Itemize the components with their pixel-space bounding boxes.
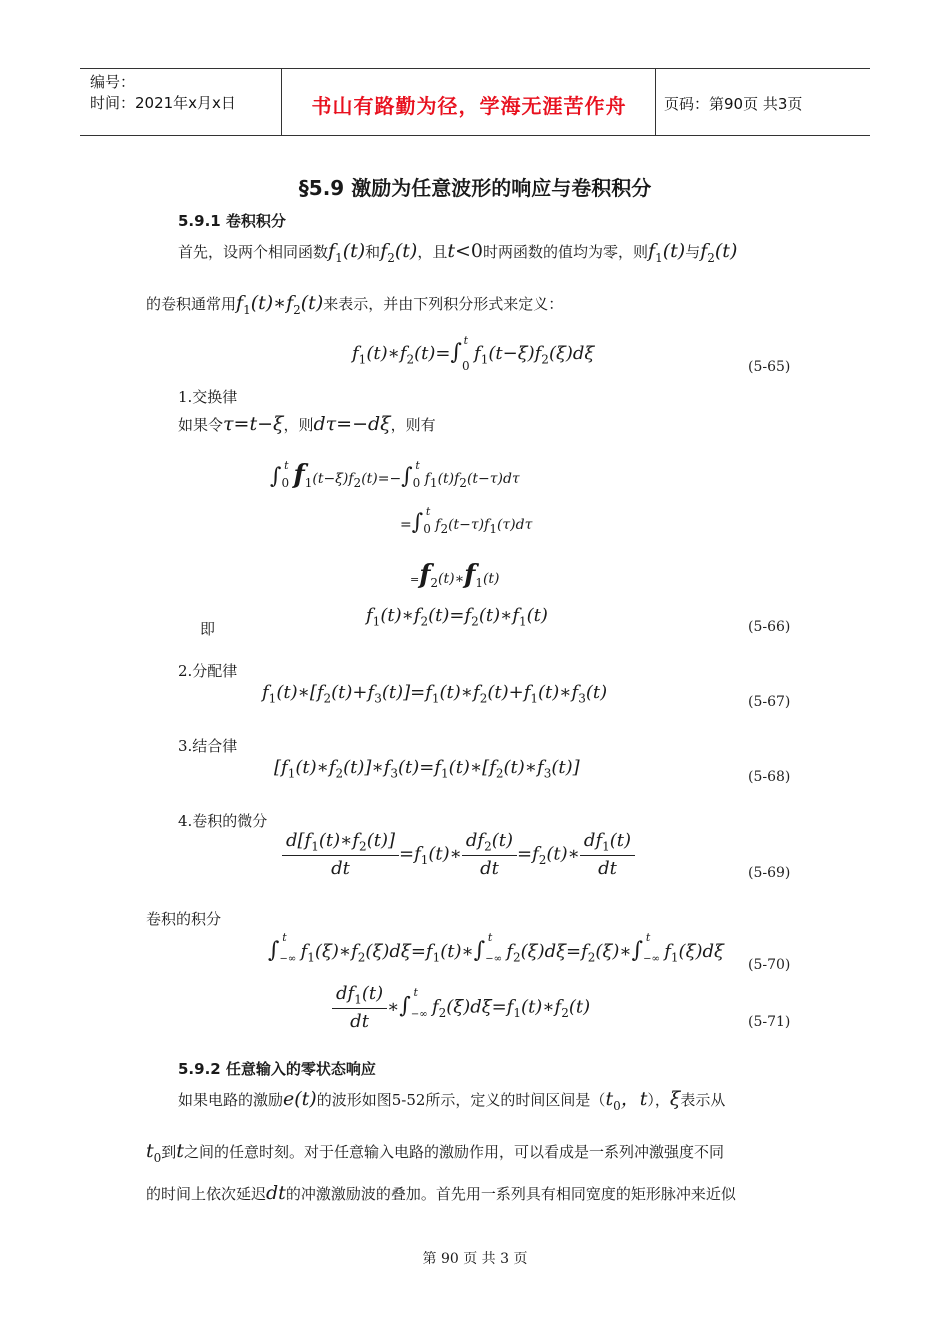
equation-commutative-step2: $=\int_0^tf_2(t-\tau)f_1(\tau)d\tau$ (400, 505, 533, 536)
text: 之间的任意时刻。对于任意输入电路的激励作用，可以看成是一系列冲激强度不同 (183, 1143, 724, 1161)
equation-5-69: $\frac{d[f_1(t)∗f_2(t)]}{dt}$ $=f_1(t)∗$ $\frac{df_2(t)}{dt}$ $=f_2(t)∗$ $\frac{df_1(t)}{dt}$ (282, 830, 635, 879)
equation-5-68: $[f_1(t)∗f_2(t)]∗f_3(t)=f_1(t)∗[f_2(t)∗f_3(t)]$ (274, 757, 580, 781)
fraction-df2: $\frac{df_2(t)}{dt}$ (462, 830, 517, 879)
law-commutative: 1.交换律 (178, 388, 238, 406)
text: ，则 (283, 416, 314, 434)
formula-t0: $t_0$ (146, 1140, 162, 1165)
header-divider-1 (281, 68, 282, 136)
text: 的时间上依次延迟 (146, 1185, 267, 1203)
formula-f1t-b: $f_1(t)$ (648, 240, 686, 265)
formula-f2t-b: $f_2(t)$ (700, 240, 738, 265)
formula-t-less-zero: t (447, 240, 455, 262)
formula-dt: dt (266, 1182, 286, 1204)
law-associative: 3.结合律 (178, 737, 238, 755)
equation-5-71: $\frac{df_1(t)}{dt}$ $∗\int_{-\infty}^tf_2(\xi)d\xi=f_1(t)∗f_2(t)$ (332, 983, 590, 1032)
text: 来表示，并由下列积分形式来定义： (323, 295, 564, 313)
equation-5-65: $f_1(t)∗f_2(t)=\int_0^tf_1(t-\xi)f_2(\xi)d\xi$ (352, 334, 595, 373)
header-meta (90, 72, 236, 114)
number-label: 编号： (90, 73, 136, 91)
header-divider-2 (655, 68, 656, 136)
header-top-border (80, 68, 870, 69)
text: 和 (365, 243, 381, 261)
text: ，则有 (390, 416, 436, 434)
equation-number-5-71: (5-71) (748, 1014, 791, 1030)
formula-et: e(t) (283, 1088, 317, 1110)
equation-5-66: $f_1(t)∗f_2(t)=f_2(t)∗f_1(t)$ (366, 605, 548, 629)
equation-number-5-65: (5-65) (748, 359, 791, 375)
paragraph-zero-state-line3 (146, 1182, 736, 1205)
text: 的卷积通常用 (146, 295, 237, 313)
equation-number-5-68: (5-68) (748, 769, 791, 785)
paragraph-zero-state-line1 (178, 1088, 725, 1117)
formula-tau: τ=t−ξ (223, 413, 284, 435)
equation-commutative-step3: $=f_2(t)∗f_1(t)$ (410, 560, 500, 590)
paragraph-definition-line2 (146, 292, 563, 321)
header-motto: 书山有路勤为径，学海无涯苦作舟 (311, 94, 627, 118)
text: 如果电路的激励 (178, 1091, 284, 1109)
text: 的波形如图5-52所示，定义的时间区间是（ (316, 1091, 606, 1109)
equation-number-5-66: (5-66) (748, 619, 791, 635)
law-distributive: 2.分配律 (178, 662, 238, 680)
equation-number-5-70: (5-70) (748, 957, 791, 973)
text: 时两函数的值均为零，则 (483, 243, 649, 261)
formula-t0-t: $t_0$，t (605, 1088, 648, 1113)
formula-lt0: <0 (455, 240, 484, 262)
formula-dtau: dτ=−dξ (313, 413, 391, 435)
page-title: §5.9 激励为任意波形的响应与卷积积分 (298, 176, 652, 200)
equation-5-67: $f_1(t)∗[f_2(t)+f_3(t)]=f_1(t)∗f_2(t)+f_1(t)∗f_3(t)$ (262, 682, 608, 706)
text-ji: 即 (200, 620, 216, 638)
fraction-df1-b: $\frac{df_1(t)}{dt}$ (332, 983, 387, 1032)
text: 首先，设两个相同函数 (178, 243, 329, 261)
fraction-df1: $\frac{df_1(t)}{dt}$ (580, 830, 635, 879)
text: 的冲激激励波的叠加。首先用一系列具有相同宽度的矩形脉冲来近似 (285, 1185, 736, 1203)
header-page-info: 页码：第90页 共3页 (664, 95, 803, 113)
section-heading-zero-state: 5.9.2 任意输入的零状态响应 (178, 1060, 376, 1078)
paragraph-commutative (178, 413, 436, 436)
law-differentiation: 4.卷积的微分 (178, 812, 268, 830)
section-heading-convolution: 5.9.1 卷积积分 (178, 212, 286, 230)
text: ，且 (417, 243, 448, 261)
text: 如果令 (178, 416, 224, 434)
header-bottom-border (80, 135, 870, 136)
fraction-lhs: $\frac{d[f_1(t)∗f_2(t)]}{dt}$ (282, 830, 399, 879)
formula-f1t: $f_1(t)$ (328, 240, 366, 265)
text: ）， (647, 1091, 670, 1109)
equation-5-70: $\int_{-\infty}^tf_1(\xi)∗f_2(\xi)d\xi=f_1(t)∗\int_{-\infty}^tf_2(\xi)d\xi=f_2(\xi)∗\int_{-\infty}^tf_1(\xi)d\xi$ (268, 931, 724, 965)
formula-xi: ξ (669, 1088, 681, 1110)
paragraph-zero-state-line2 (146, 1140, 724, 1169)
text: 与 (685, 243, 701, 261)
time-label: 时间：2021年x月x日 (90, 94, 236, 112)
equation-number-5-67: (5-67) (748, 694, 791, 710)
formula-f2t: $f_2(t)$ (380, 240, 418, 265)
text: 到 (161, 1143, 177, 1161)
paragraph-definition-line1 (178, 240, 737, 269)
page-footer: 第 90 页 共 3 页 (422, 1251, 528, 1267)
formula-convolution: $f_1(t)∗f_2(t)$ (236, 292, 324, 317)
formula-t: t (176, 1140, 184, 1162)
label-convolution-integral: 卷积的积分 (146, 910, 222, 928)
equation-number-5-69: (5-69) (748, 865, 791, 881)
equation-commutative-step1: $\int_0^t$ $f_1(t-\xi)f_2(t)=-\int_0^tf_1(t)f_2(t-\tau)d\tau$ (270, 459, 520, 490)
text: 表示从 (680, 1091, 726, 1109)
